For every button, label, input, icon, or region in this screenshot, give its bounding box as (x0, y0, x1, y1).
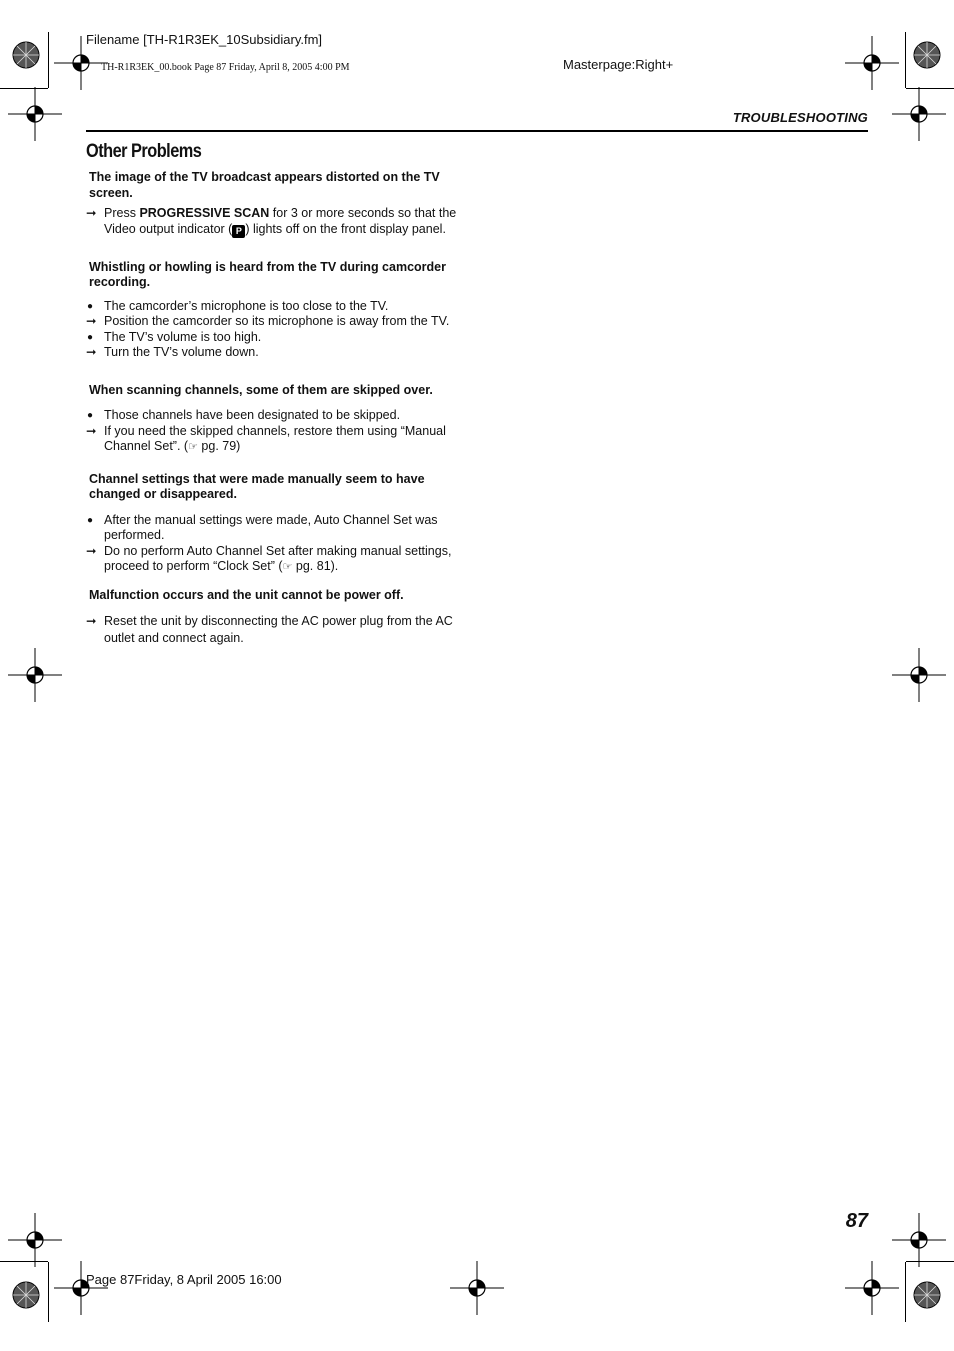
problem-question: The image of the TV broadcast appears distorted on the TV screen. (89, 170, 440, 200)
slug-filename: Filename [TH-R1R3EK_10Subsidiary.fm] (86, 32, 323, 47)
crop-line (0, 1261, 48, 1262)
arrow-icon: ➞ (86, 206, 97, 220)
bullet-icon: ● (87, 514, 94, 526)
problems-list (86, 170, 466, 647)
crop-line (48, 1262, 49, 1322)
crop-line (906, 88, 954, 89)
bullet-icon: ● (87, 300, 94, 312)
reference-icon: ☞ (188, 441, 198, 453)
bullet-icon: ● (87, 410, 94, 421)
remedy-item: ➞ Press PROGRESSIVE SCAN for 3 or more seconds so that the Video output indicator ( P ) lights off on the front display panel. (86, 206, 457, 236)
arrow-icon: ➞ (86, 345, 97, 359)
crop-line (48, 32, 49, 88)
arrow-icon: ➞ (86, 614, 97, 628)
crop-line (905, 1262, 906, 1322)
slug-masterpage: Masterpage:Right+ (563, 57, 674, 72)
registration-mark-icon (845, 1261, 899, 1315)
cause-item: ● The TV’s volume is too high. (87, 329, 262, 344)
bullet-icon: ● (87, 331, 94, 343)
problem-block (86, 588, 466, 648)
slug-book-line: TH-R1R3EK_00.book Page 87 Friday, April 8, 2005 4:00 PM (101, 62, 350, 73)
page-title: Other Problems (86, 141, 202, 162)
cause-item: ● Those channels have been designated to be skipped. (87, 408, 401, 422)
registration-mark-icon (892, 87, 946, 141)
cause-item: ● After the manual settings were made, Auto Channel Set was performed. (87, 512, 438, 542)
print-rosette-icon (12, 41, 40, 69)
page-reference: pg. 79) (197, 439, 241, 453)
remedy-item: ➞ Do no perform Auto Channel Set after making manual settings, proceed to perform “Clock Set” (☞ pg. 81). (86, 543, 452, 573)
problem-block (86, 260, 466, 361)
crop-line (906, 1261, 954, 1262)
print-rosette-icon (12, 1281, 40, 1309)
progressive-indicator-icon: P (232, 225, 245, 238)
remedy-item: ➞ Reset the unit by disconnecting the AC power plug from the AC outlet and connect again. (86, 614, 453, 645)
problem-question: Malfunction occurs and the unit cannot be power off. (89, 587, 404, 602)
registration-mark-icon (892, 1213, 946, 1267)
problem-block (86, 383, 466, 456)
remedy-item: ➞ Turn the TV’s volume down. (86, 345, 259, 359)
arrow-icon: ➞ (86, 423, 97, 438)
problem-question: Channel settings that were made manually seem to have changed or disappeared. (89, 471, 425, 501)
page-reference: pg. 81). (292, 559, 339, 573)
section-label: TROUBLESHOOTING (732, 110, 868, 125)
header-rule (86, 130, 868, 132)
crop-line (0, 88, 48, 89)
problem-question: When scanning channels, some of them are skipped over. (89, 382, 433, 397)
registration-mark-icon (892, 648, 946, 702)
arrow-icon: ➞ (86, 543, 97, 558)
registration-mark-icon (845, 36, 899, 90)
cause-item: ● The camcorder’s microphone is too close to the TV. (87, 298, 389, 313)
page-number: 87 (845, 1210, 868, 1232)
registration-mark-icon (8, 648, 62, 702)
arrow-icon: ➞ (86, 314, 97, 328)
footer-slug: Page 87Friday, 8 April 2005 16:00 (86, 1272, 282, 1287)
print-rosette-icon (913, 1281, 941, 1309)
registration-mark-icon (8, 1213, 62, 1267)
button-name: PROGRESSIVE SCAN (139, 206, 270, 220)
registration-mark-icon (450, 1261, 504, 1315)
crop-line (905, 32, 906, 88)
problem-question: Whistling or howling is heard from the TV during camcorder recording. (89, 259, 446, 289)
print-rosette-icon (913, 41, 941, 69)
remedy-item: ➞ If you need the skipped channels, restore them using “Manual Channel Set”. (☞ pg. 79) (86, 423, 446, 453)
remedy-item: ➞ Position the camcorder so its microphone is away from the TV. (86, 314, 450, 328)
reference-icon: ☞ (282, 561, 293, 573)
registration-mark-icon (8, 87, 62, 141)
registration-mark-icon (54, 1261, 108, 1315)
problem-block (86, 170, 466, 238)
problem-block (86, 472, 466, 576)
